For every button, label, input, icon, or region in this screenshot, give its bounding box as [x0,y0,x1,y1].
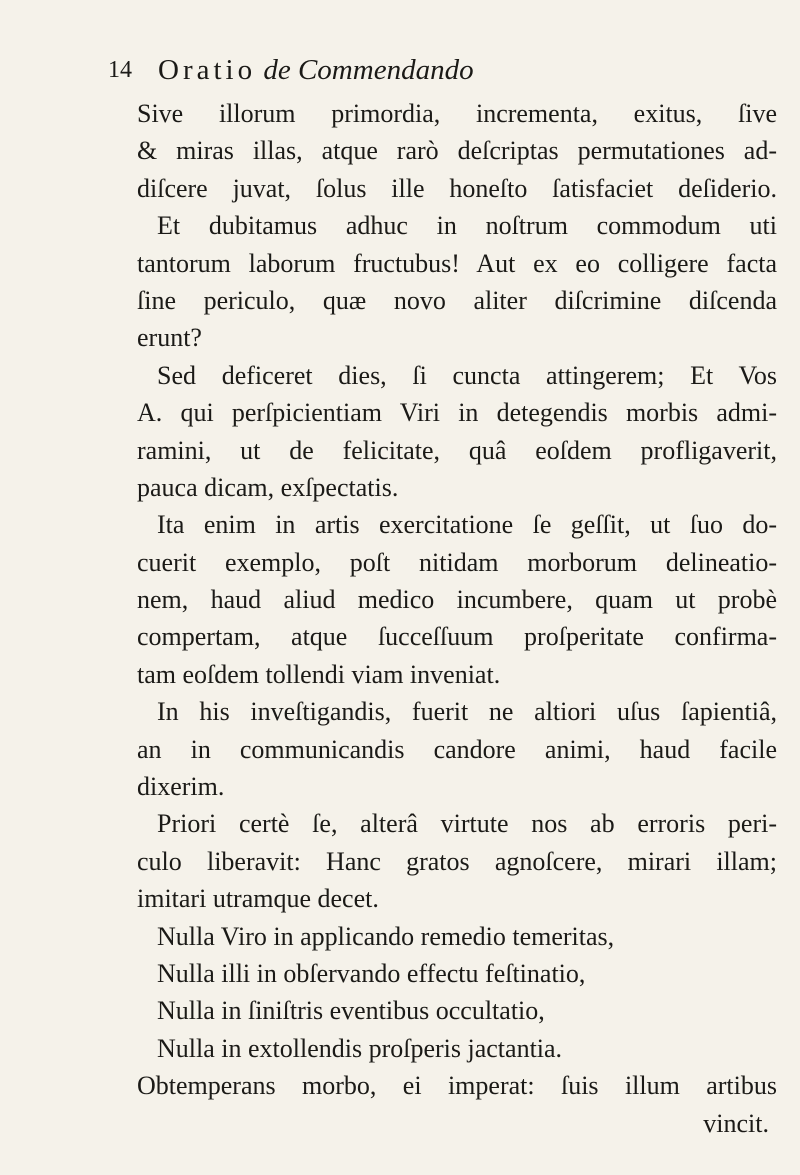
text-line: A. qui perſpicientiam Viri in detegendis morbis admi- [137,398,777,428]
text-line: Et dubitamus adhuc in noſtrum commodum uti [157,211,777,241]
text-line: nem, haud aliud medico incumbere, quam ut probè [137,585,777,615]
text-line: Sive illorum primordia, incrementa, exitus, ſive [137,99,777,128]
text-line: vincit. [703,1108,769,1138]
page-number: 14 [108,57,132,83]
text-line: ramini, ut de felicitate, quâ eoſdem profligaverit, [137,435,777,465]
text-line: In his inveſtigandis, fuerit ne altiori uſus ſapientiâ, [157,697,777,727]
text-line: Sed deficeret dies, ſi cuncta attingerem; Et Vos [157,360,777,390]
text-line: Ita enim in artis exercitatione ſe geſſit, ut ſuo do- [157,510,777,540]
page-header [108,50,668,90]
text-line: ſine periculo, quæ novo aliter diſcrimine diſcenda [137,285,777,315]
text-line: erunt? [137,323,202,353]
text-line: compertam, atque ſucceſſuum proſperitate confirma- [137,622,777,652]
verse-line: Nulla in ſiniſtris eventibus occultatio, [157,996,545,1026]
body-text [137,95,777,1142]
text-line: an in communicandis candore animi, haud facile [137,734,777,764]
running-title-italic: de Commendando [256,54,474,86]
text-line: culo liberavit: Hanc gratos agnoſcere, mirari illam; [137,846,777,876]
text-line: imitari utramque decet. [137,884,379,914]
verse-line: Nulla Viro in applicando remedio temeritas, [157,921,615,951]
text-line: diſcere juvat, ſolus ille honeſto ſatisfaciet deſiderio. [137,173,777,203]
text-line: tantorum laborum fructubus! Aut ex eo colligere facta [137,248,777,278]
verse-line: Nulla in extollendis proſperis jactantia. [157,1033,563,1063]
running-title-caps: Oratio [158,54,257,86]
text-line: dixerim. [137,772,225,802]
text-line: Obtemperans morbo, ei imperat: ſuis illum artibus [137,1071,777,1101]
text-line: pauca dicam, exſpectatis. [137,472,399,502]
verse-line: Nulla illi in obſervando effectu feſtinatio, [157,958,586,988]
text-line: Priori certè ſe, alterâ virtute nos ab erroris peri- [157,809,777,839]
text-line: cuerit exemplo, poſt nitidam morborum delineatio- [137,547,777,577]
text-line: tam eoſdem tollendi viam inveniat. [137,659,501,689]
text-line: & miras illas, atque rarò deſcriptas permutationes ad- [137,136,777,166]
running-title [158,50,474,90]
